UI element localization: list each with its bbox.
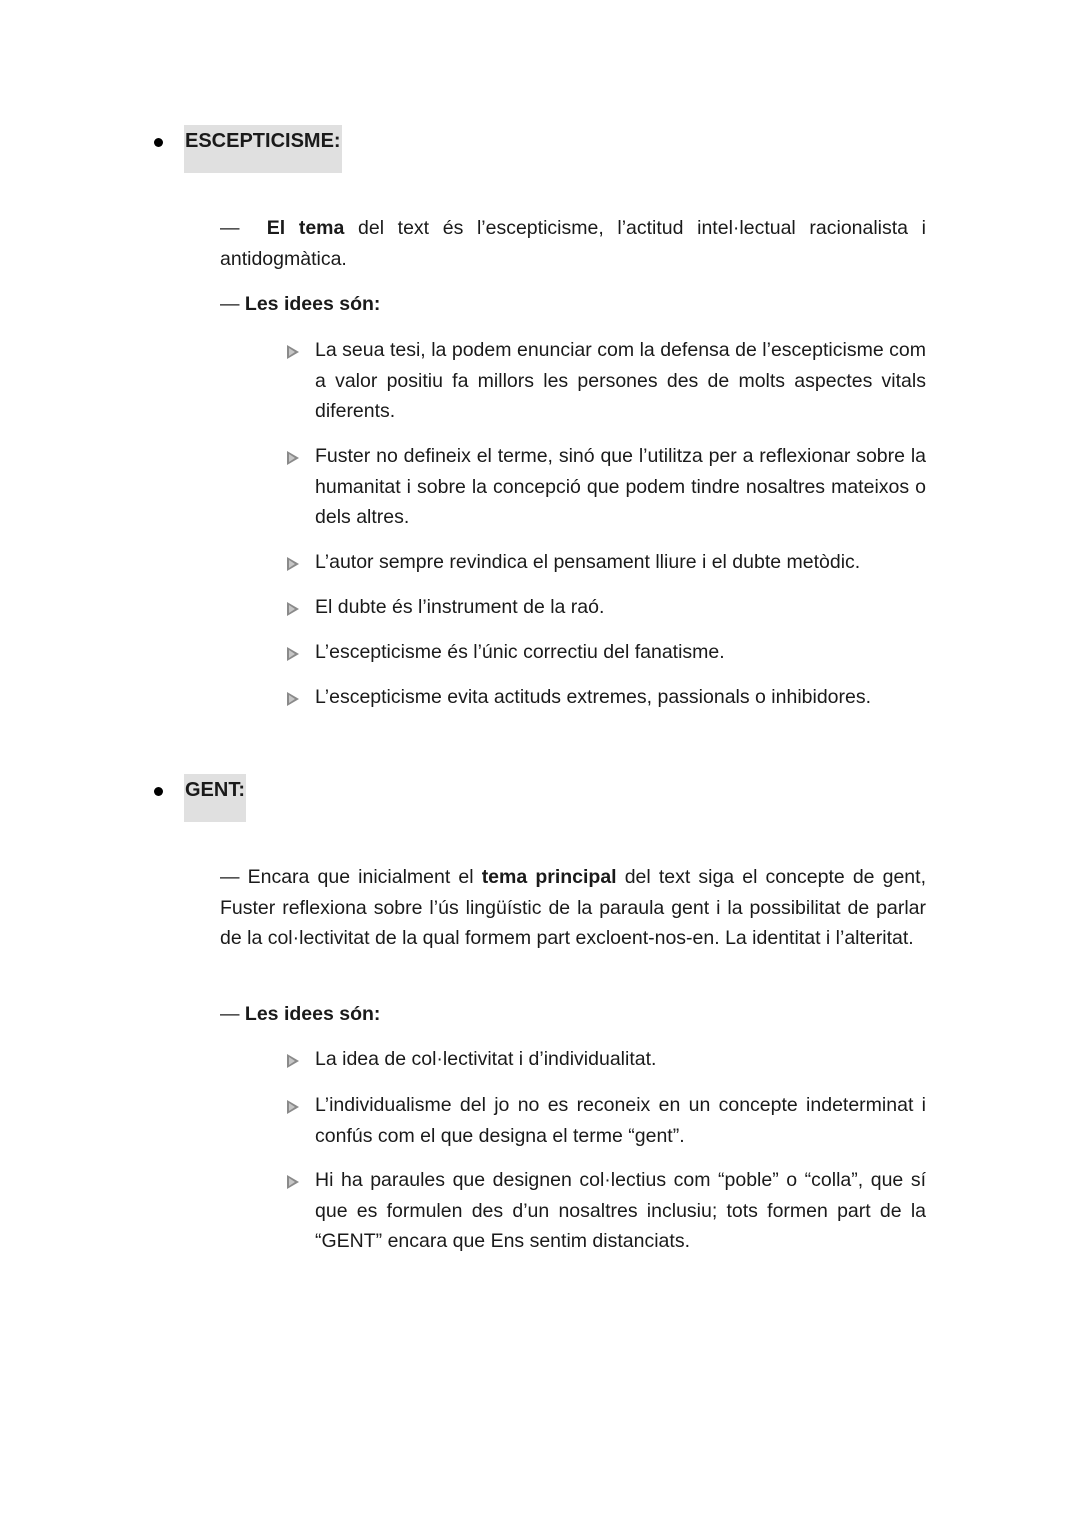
idea-text: L’escepticisme evita actituds extremes, passionals o inhibidores. [315,686,872,708]
triangle-arrow-icon [286,646,300,662]
bullet-dot-icon [154,787,163,796]
idea-text: L’autor sempre revindica el pensament lliure i el dubte metòdic. [315,551,861,573]
em-dash: — [220,217,240,239]
em-dash: — [220,293,240,315]
theme-text: del text siga el concepte de gent, Fuster reflexiona sobre l’ús lingüístic de la paraula gent i la possibilitat de parlar de la col·lectivitat de la qual formem part excloent-nos-en. La identitat i l’alteritat. [220,866,926,949]
idea-text: L’individualisme del jo no es reconeix en un concepte indeterminat i confús com el que designa el terme “gent”. [315,1094,926,1147]
theme-text-before: Encara que inicialment el [239,866,482,888]
theme-text: del text és l’escepticisme, l’actitud intel·lectual racionalista i antidogmàtica. [220,217,926,270]
triangle-arrow-icon [286,1174,300,1190]
theme-bold: El tema [266,217,345,239]
ideas-label [220,999,380,1030]
section-heading: GENT: [184,774,246,822]
section-heading: ESCEPTICISME: [184,125,342,173]
triangle-arrow-icon [286,450,300,466]
idea-text: Fuster no defineix el terme, sinó que l’utilitza per a reflexionar sobre la humanitat i sobre la concepció que podem tindre nosaltres mateixos o dels altres. [315,445,926,528]
idea-text: El dubte és l’instrument de la raó. [315,596,605,618]
theme-paragraph [220,862,926,954]
ideas-label [220,289,380,320]
triangle-arrow-icon [286,601,300,617]
triangle-arrow-icon [286,691,300,707]
idea-text: Hi ha paraules que designen col·lectius com “poble” o “colla”, que sí que es formulen des d’un nosaltres inclusiu; tots formen part de la “GENT” encara que Ens sentim distanciats. [315,1169,926,1252]
triangle-arrow-icon [286,344,300,360]
triangle-arrow-icon [286,1053,300,1069]
triangle-arrow-icon [286,1099,300,1115]
em-dash: — [220,866,240,888]
idea-text: La idea de col·lectivitat i d’individualitat. [315,1048,657,1070]
triangle-arrow-icon [286,556,300,572]
theme-paragraph [220,213,926,274]
bullet-dot-icon [154,138,163,147]
idea-text: L’escepticisme és l’únic correctiu del fanatisme. [315,641,725,663]
em-dash: — [220,1003,240,1025]
idea-text: La seua tesi, la podem enunciar com la defensa de l’escepticisme com a valor positiu fa millors les persones des de molts aspectes vitals diferents. [315,339,926,422]
theme-bold: tema principal [481,866,617,888]
ideas-label-text: Les idees són: [244,293,381,315]
ideas-label-text: Les idees són: [244,1003,381,1025]
